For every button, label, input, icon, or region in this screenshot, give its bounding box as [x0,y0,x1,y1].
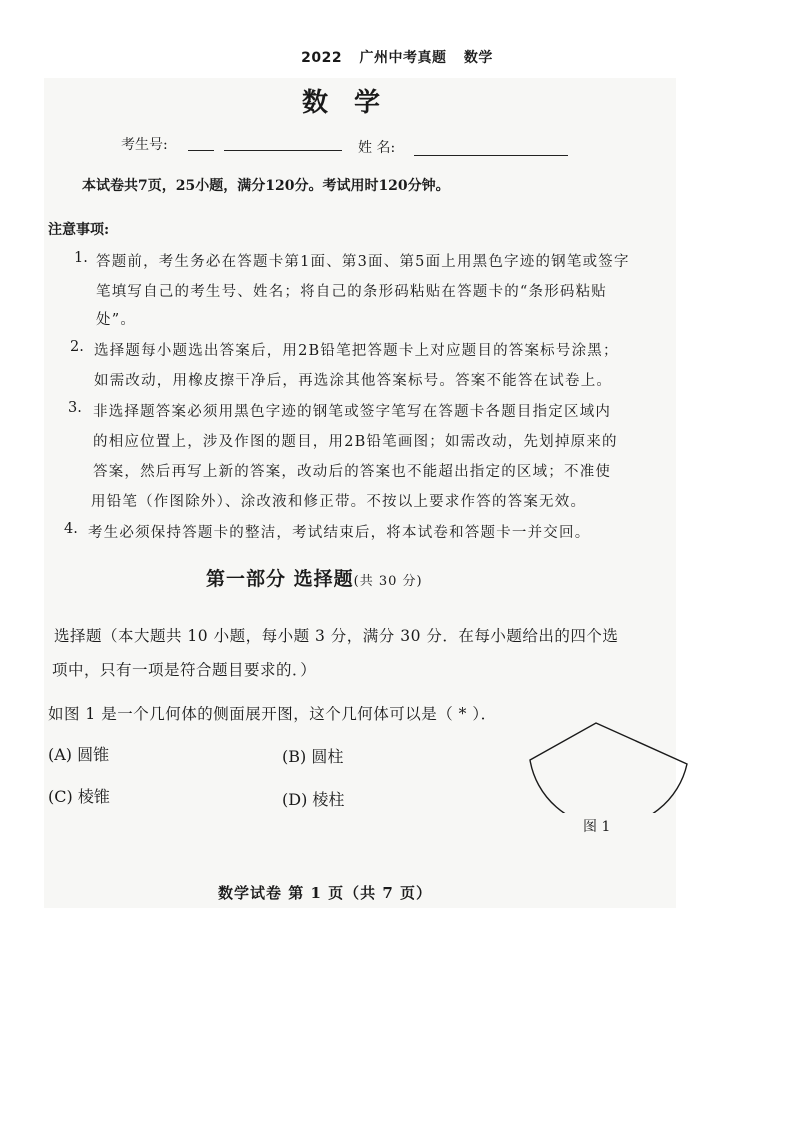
note-line: 选择题每小题选出答案后，用2B铅笔把答题卡上对应题目的答案标号涂黑； [94,343,619,359]
student-id-line [224,150,342,151]
option-c: (C) 棱锥 [48,787,110,806]
part-title-text: 第一部分 选择题 [206,568,354,590]
name-label: 姓 名: [358,140,396,156]
section-intro-line: 项中，只有一项是符合题目要求的．） [52,661,317,679]
option-b: (B) 圆柱 [282,747,344,766]
part-title [206,564,423,591]
question-text: 如图 1 是一个几何体的侧面展开图，这个几何体可以是（ * ）． [48,705,497,723]
exam-title: 数学 [302,88,407,118]
note-number: 1. [74,250,88,266]
note-line: 笔填写自己的考生号、姓名；将自己的条形码粘贴在答题卡的“条形码粘贴 [96,284,608,300]
note-line: 用铅笔（作图除外）、涂改液和修正带。不按以上要求作答的答案无效。 [91,494,587,510]
note-line: 答案，然后再写上新的答案，改动后的答案也不能超出指定的区域；不准使 [93,464,612,480]
page-footer: 数学试卷 第 1 页（共 7 页） [218,884,432,902]
option-d: (D) 棱柱 [282,790,345,809]
note-number: 4. [64,521,78,537]
note-line: 答题前，考生务必在答题卡第1面、第3面、第5面上用黑色字迹的钢笔或签字 [96,254,630,270]
note-line: 非选择题答案必须用黑色字迹的钢笔或签字笔写在答题卡各题目指定区域内 [93,404,612,420]
part-points: (共 30 分) [353,574,423,589]
note-number: 3. [68,400,82,416]
note-line: 的相应位置上，涉及作图的题目，用2B铅笔画图；如需改动，先划掉原来的 [93,434,618,450]
note-line: 考生必须保持答题卡的整洁，考试结束后，将本试卷和答题卡一并交回。 [88,525,591,541]
sector-shape [530,723,687,813]
page-header: 2022 广州中考真题 数学 [301,50,493,66]
figure-caption: 图 1 [583,819,611,835]
option-a: (A) 圆锥 [48,745,110,764]
note-line: 如需改动，用橡皮擦干净后，再选涂其他答案标号。答案不能答在试卷上。 [94,373,613,389]
notes-heading: 注意事项: [48,222,110,238]
exam-info: 本试卷共7页，25小题，满分120分。考试用时120分钟。 [82,178,450,194]
note-number: 2. [70,339,84,355]
name-line [414,155,568,156]
student-id-label: 考生号: [121,137,168,153]
sector-figure [520,718,700,813]
section-intro-line: 选择题（本大题共 10 小题，每小题 3 分，满分 30 分．在每小题给出的四个选 [54,627,619,645]
note-line: 处”。 [96,312,137,328]
student-id-line-short [188,150,214,151]
